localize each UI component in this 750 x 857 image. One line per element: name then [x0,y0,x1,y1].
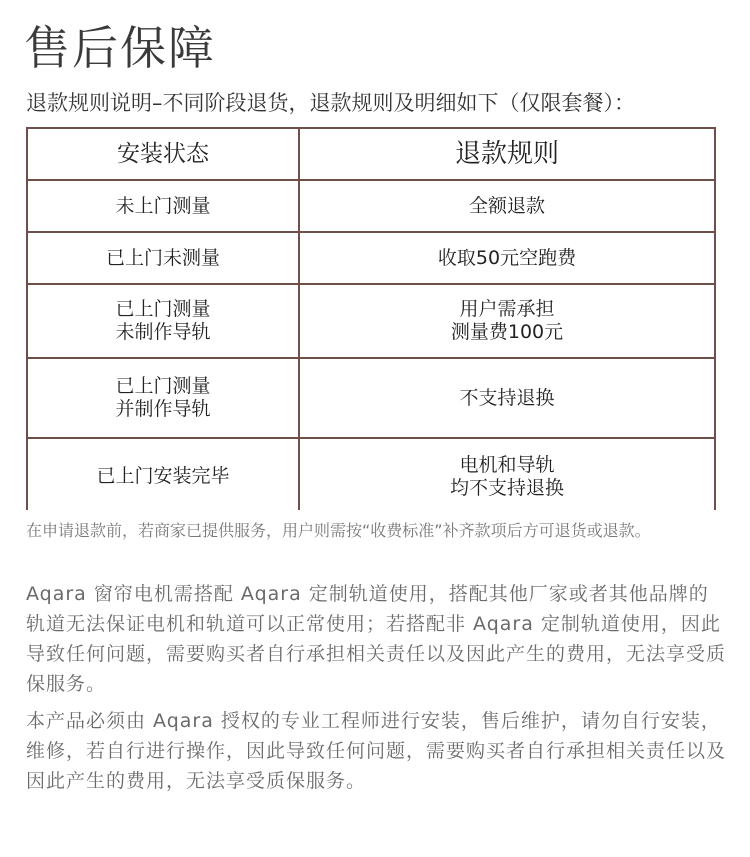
installation-paragraph: 本产品必须由 Aqara 授权的专业工程师进行安装，售后维护，请勿自行安装，维修，若自行进行操作，因此导致任何问题，需要购买者自行承担相关责任以及因此产生的费用，无法享受质保服务。 [26,710,727,792]
rule-line: 不支持退换 [459,386,555,409]
rule-line: 用户需承担 [459,298,555,320]
page-title: 售后保障 [24,21,216,75]
rule-line: 电机和导轨 [459,453,555,476]
rail-compatibility-paragraph: Aqara 窗帘电机需搭配 Aqara 定制轨道使用，搭配其他厂家或者其他品牌的轨道无法保证电机和轨道可以正常使用；若搭配非 Aqara 定制轨道使用，因此导致任何问题，需要购买者自行承担相关责任以及因此产生的费用，无法享受质保服务。 [26,583,727,695]
table-cell-status [28,285,298,357]
status-line: 未上门测量 [115,194,211,217]
table-header-refund-rule: 退款规则 [300,129,714,179]
status-line: 未制作导轨 [115,321,211,343]
status-line: 已上门测量 [115,375,211,397]
table-cell-rule [300,359,714,437]
status-line: 已上门测量 [115,298,211,320]
rule-line: 收取50元空跑费 [437,246,577,269]
rule-line: 均不支持退换 [449,476,564,499]
status-line: 已上门安装完毕 [96,465,230,487]
refund-rules-table [26,127,716,510]
status-line: 并制作导轨 [115,398,211,420]
table-cell-rule [300,233,714,283]
table-cell-rule [300,181,714,231]
table-cell-status [28,439,298,514]
rule-line: 测量费100元 [450,321,564,343]
table-cell-rule [300,439,714,514]
table-header-install-status: 安装状态 [28,129,298,179]
refund-rules-subtitle: 退款规则说明–不同阶段退货，退款规则及明细如下（仅限套餐）： [26,91,635,115]
table-cell-rule [300,285,714,357]
rule-line: 全额退款 [468,194,545,217]
table-cell-status [28,359,298,437]
table-cell-status [28,181,298,231]
status-line: 已上门未测量 [105,246,220,269]
table-cell-status [28,233,298,283]
refund-note: 在申请退款前，若商家已提供服务，用户则需按“收费标准”补齐款项后方可退货或退款。 [26,521,651,540]
